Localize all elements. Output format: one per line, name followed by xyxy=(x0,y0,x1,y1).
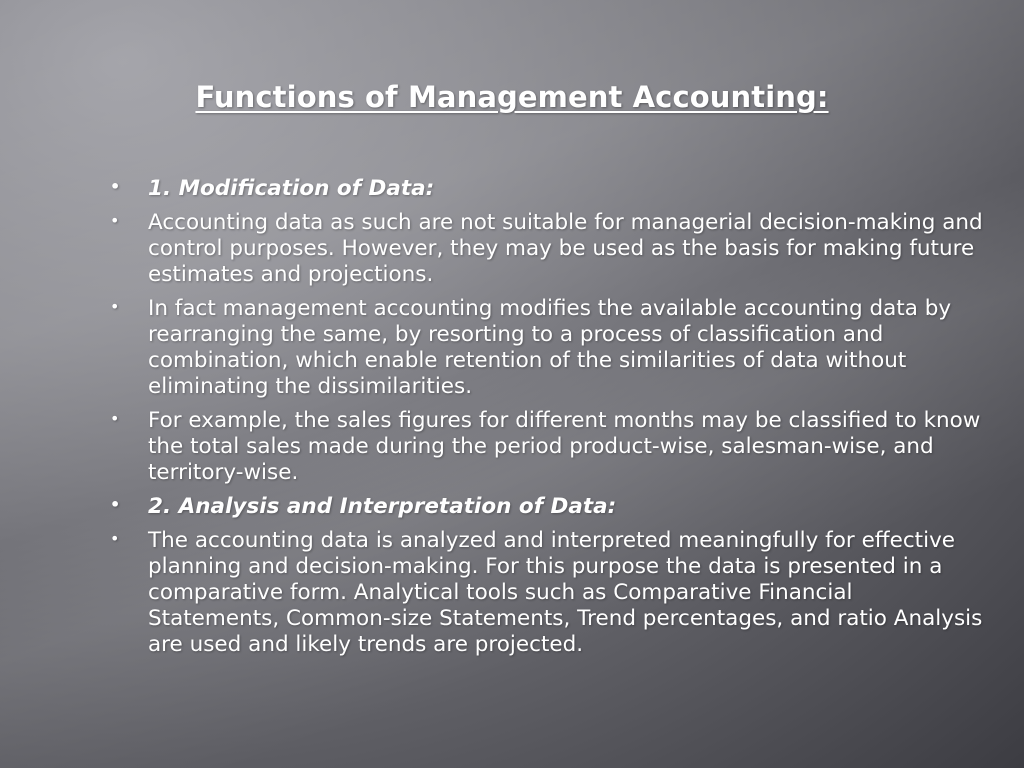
bullet-text: Accounting data as such are not suitable for managerial decision-making and control purposes. However, they may be used as the basis for making future estimates and projections. xyxy=(148,210,983,287)
bullet-item xyxy=(110,296,990,400)
bullet-text: 1. Modification of Data: xyxy=(148,176,435,201)
bullet-heading-analysis xyxy=(110,494,990,520)
bullet-text: For example, the sales figures for different months may be classified to know the total sales made during the period product-wise, salesman-wise, and territory-wise. xyxy=(148,408,981,485)
bullet-item xyxy=(110,528,990,658)
slide-title: Functions of Management Accounting: xyxy=(195,80,829,114)
bullet-item xyxy=(110,408,990,486)
bullet-dot-icon: • xyxy=(110,409,120,428)
bullet-heading-modification xyxy=(110,176,990,202)
bullet-text: The accounting data is analyzed and interpreted meaningfully for effective planning and decision-making. For this purpose the data is presented in a comparative form. Analytical tools such as Comparative Financial Statements, Common-size Statements, Trend percentages, and ratio Analysis are used and likely trends are projected. xyxy=(148,528,983,657)
bullet-dot-icon: • xyxy=(110,211,120,230)
bullet-dot-icon: • xyxy=(110,495,121,514)
bullet-dot-icon: • xyxy=(110,297,120,316)
bullet-text: In fact management accounting modifies the available accounting data by rearranging the same, by resorting to a process of classification and combination, which enable retention of the similarities of data without eliminating the dissimilarities. xyxy=(148,296,952,399)
bullet-dot-icon: • xyxy=(110,177,121,196)
bullet-list xyxy=(110,176,990,666)
bullet-text: 2. Analysis and Interpretation of Data: xyxy=(148,494,617,519)
bullet-dot-icon: • xyxy=(110,529,120,548)
bullet-item xyxy=(110,210,990,288)
